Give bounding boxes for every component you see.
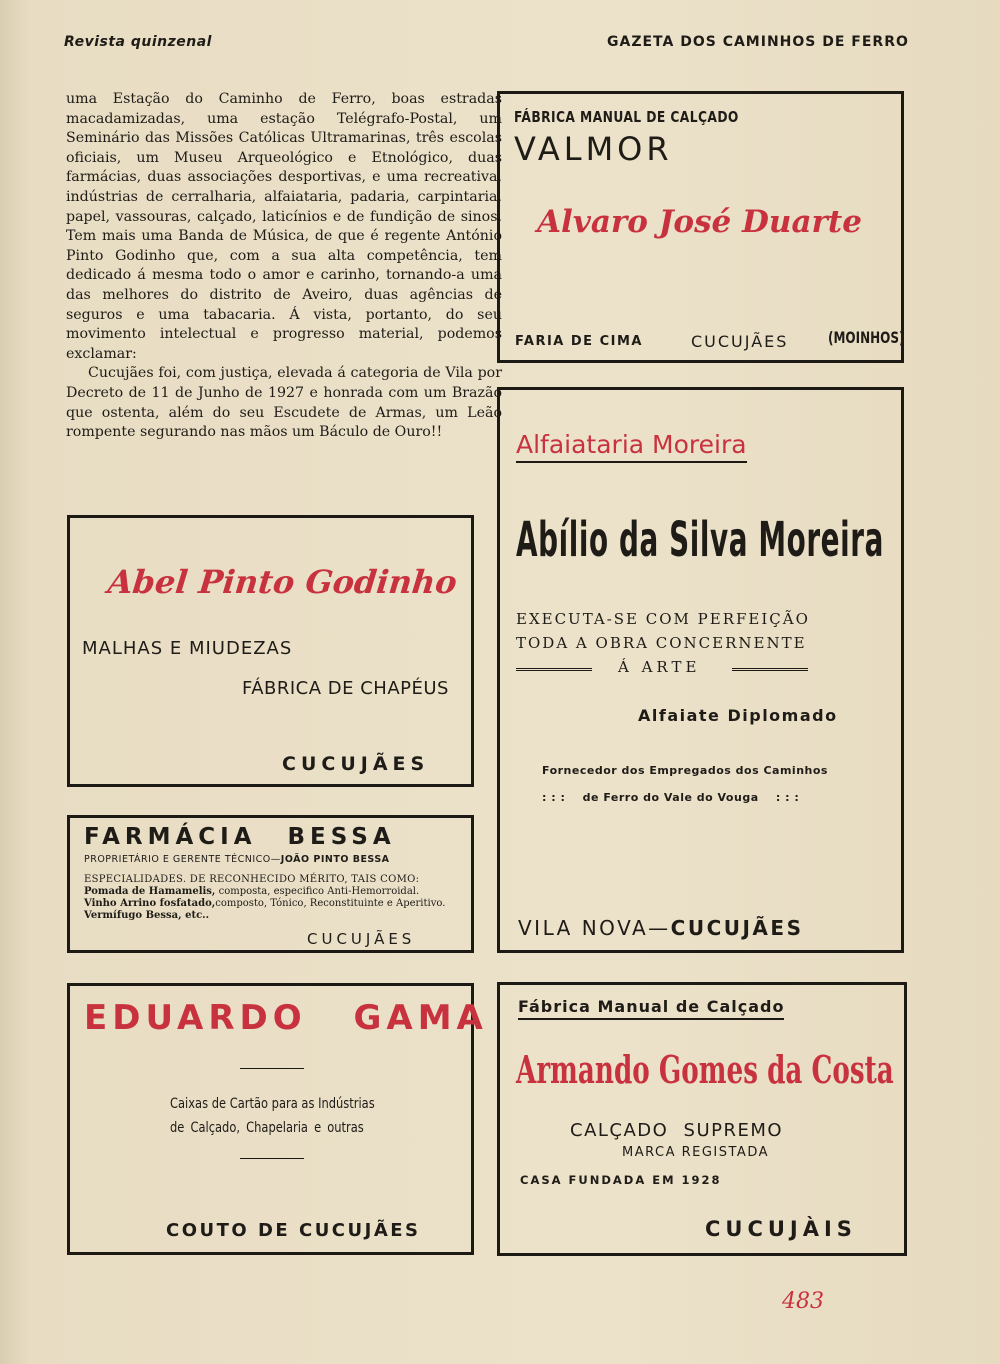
ad-bessa — [67, 815, 474, 953]
header-right: GAZETA DOS CAMINHOS DE FERRO — [607, 34, 909, 50]
moreira-place-b: CUCUJÃES — [670, 916, 804, 940]
costa-line-1: CALÇADO SUPREMO — [570, 1120, 784, 1141]
moreira-rule-left — [516, 668, 592, 671]
article-paragraph-2: Cucujães foi, com justiça, elevada á categoria de Vila por Decreto de 11 de Junho de 1927 e honrada com um Brazão que ostenta, além do seu Escudete de Armas, um Leão rompente segurando nas mãos um Báculo de Ouro!! — [66, 365, 502, 441]
moreira-rule-right — [732, 668, 808, 671]
costa-kicker: Fábrica Manual de Calçado — [518, 997, 784, 1020]
moreira-supplier-2: : : : de Ferro do Vale do Vouga : : : — [542, 791, 800, 804]
bessa-item-1-name: Pomada de Hamamelis, — [84, 886, 216, 897]
valmor-owner: Alvaro José Duarte — [537, 204, 862, 240]
gama-place: COUTO DE CUCUJÃES — [166, 1220, 421, 1241]
ad-godinho — [67, 515, 474, 787]
bessa-spec-line: ESPECIALIDADES. DE RECONHECIDO MÉRITO, TAIS COMO: — [84, 874, 420, 885]
godinho-line-2: FÁBRICA DE CHAPÉUS — [242, 678, 449, 699]
bessa-item-1 — [84, 886, 419, 897]
moreira-line-3: Á ARTE — [618, 658, 701, 676]
bessa-item-2 — [84, 898, 445, 909]
article-paragraph-1: uma Estação do Caminho de Ferro, boas estradas macadamizadas, uma estação Telégrafo-Postal, um Seminário das Missões Católicas Ultramarinas, três escolas oficiais, um Museu Arqueológico e Etnológico, duas farmácias, duas associações desportivas, e uma recreativa, indústrias de cerralharia, alfaiataria, padaria, carpintaria, papel, vassouras, calçado, laticínios e de fundição de sinos. Tem mais uma Banda de Música, de que é regente António Pinto Godinho que, com a sua alta competência, tem dedicado á mesma todo o amor e carinho, tornando-a uma das melhores do distrito de Aveiro, duas agências de seguros e uma tabacaria. Á vista, portanto, do seu movimento intelectual e progresso material, podemos exclamar: — [66, 91, 502, 362]
valmor-brand: VALMOR — [514, 130, 673, 168]
header-left: Revista quinzenal — [64, 34, 212, 50]
gama-rule-top — [240, 1068, 304, 1069]
bessa-item-2-name: Vinho Arrino fosfatado, — [84, 898, 216, 909]
valmor-place-2: CUCUJÃES — [691, 332, 789, 351]
bessa-place: CUCUJÃES — [307, 930, 416, 948]
bessa-owner-prefix: PROPRIETÁRIO E GERENTE TÉCNICO— — [84, 854, 281, 865]
gama-line-2: de Calçado, Chapelaria e outras — [170, 1120, 364, 1136]
moreira-owner: Abílio da Silva Moreira — [516, 512, 884, 568]
moreira-place-a: VILA NOVA— — [518, 916, 671, 940]
gama-rule-bottom — [240, 1158, 304, 1159]
bessa-owner: JOÃO PINTO BESSA — [280, 854, 390, 865]
bessa-item-2-desc: composto, Tónico, Reconstituinte e Aperitivo. — [215, 898, 446, 909]
ad-gama — [67, 983, 488, 1255]
costa-place: CUCUJÀIS — [705, 1217, 857, 1241]
moreira-place — [518, 916, 803, 940]
costa-name: Armando Gomes da Costa — [516, 1047, 894, 1092]
valmor-place-3: (MOINHOS) — [828, 328, 905, 347]
bessa-item-3: Vermífugo Bessa, etc.. — [84, 910, 210, 921]
bessa-owner-line — [84, 854, 390, 865]
moreira-line-2: TODA A OBRA CONCERNENTE — [516, 634, 807, 652]
ad-costa — [497, 982, 907, 1256]
ad-moreira — [497, 387, 904, 953]
valmor-kicker: FÁBRICA MANUAL DE CALÇADO — [514, 108, 739, 126]
gama-line-1: Caixas de Cartão para as Indústrias — [170, 1096, 375, 1112]
bessa-title: FARMÁCIA BESSA — [84, 824, 396, 850]
godinho-line-1: MALHAS E MIUDEZAS — [82, 638, 293, 659]
ad-valmor — [497, 91, 904, 363]
godinho-place: CUCUJÃES — [282, 753, 430, 775]
costa-line-3: CASA FUNDADA EM 1928 — [520, 1173, 722, 1187]
moreira-line-1: EXECUTA-SE COM PERFEIÇÃO — [516, 610, 810, 628]
valmor-place-1: FARIA DE CIMA — [515, 334, 643, 349]
article-text — [66, 90, 502, 443]
moreira-supplier-1: Fornecedor dos Empregados dos Caminhos — [542, 764, 828, 777]
godinho-name: Abel Pinto Godinho — [106, 563, 459, 601]
bessa-item-1-desc: composta, especifico Anti-Hemorroidal. — [215, 886, 420, 897]
costa-line-2: MARCA REGISTADA — [622, 1145, 770, 1160]
moreira-shop: Alfaiataria Moreira — [516, 430, 747, 463]
gama-name: EDUARDO GAMA — [84, 998, 488, 1038]
page-number: 483 — [782, 1289, 824, 1314]
moreira-title: Alfaiate Diplomado — [638, 706, 838, 725]
